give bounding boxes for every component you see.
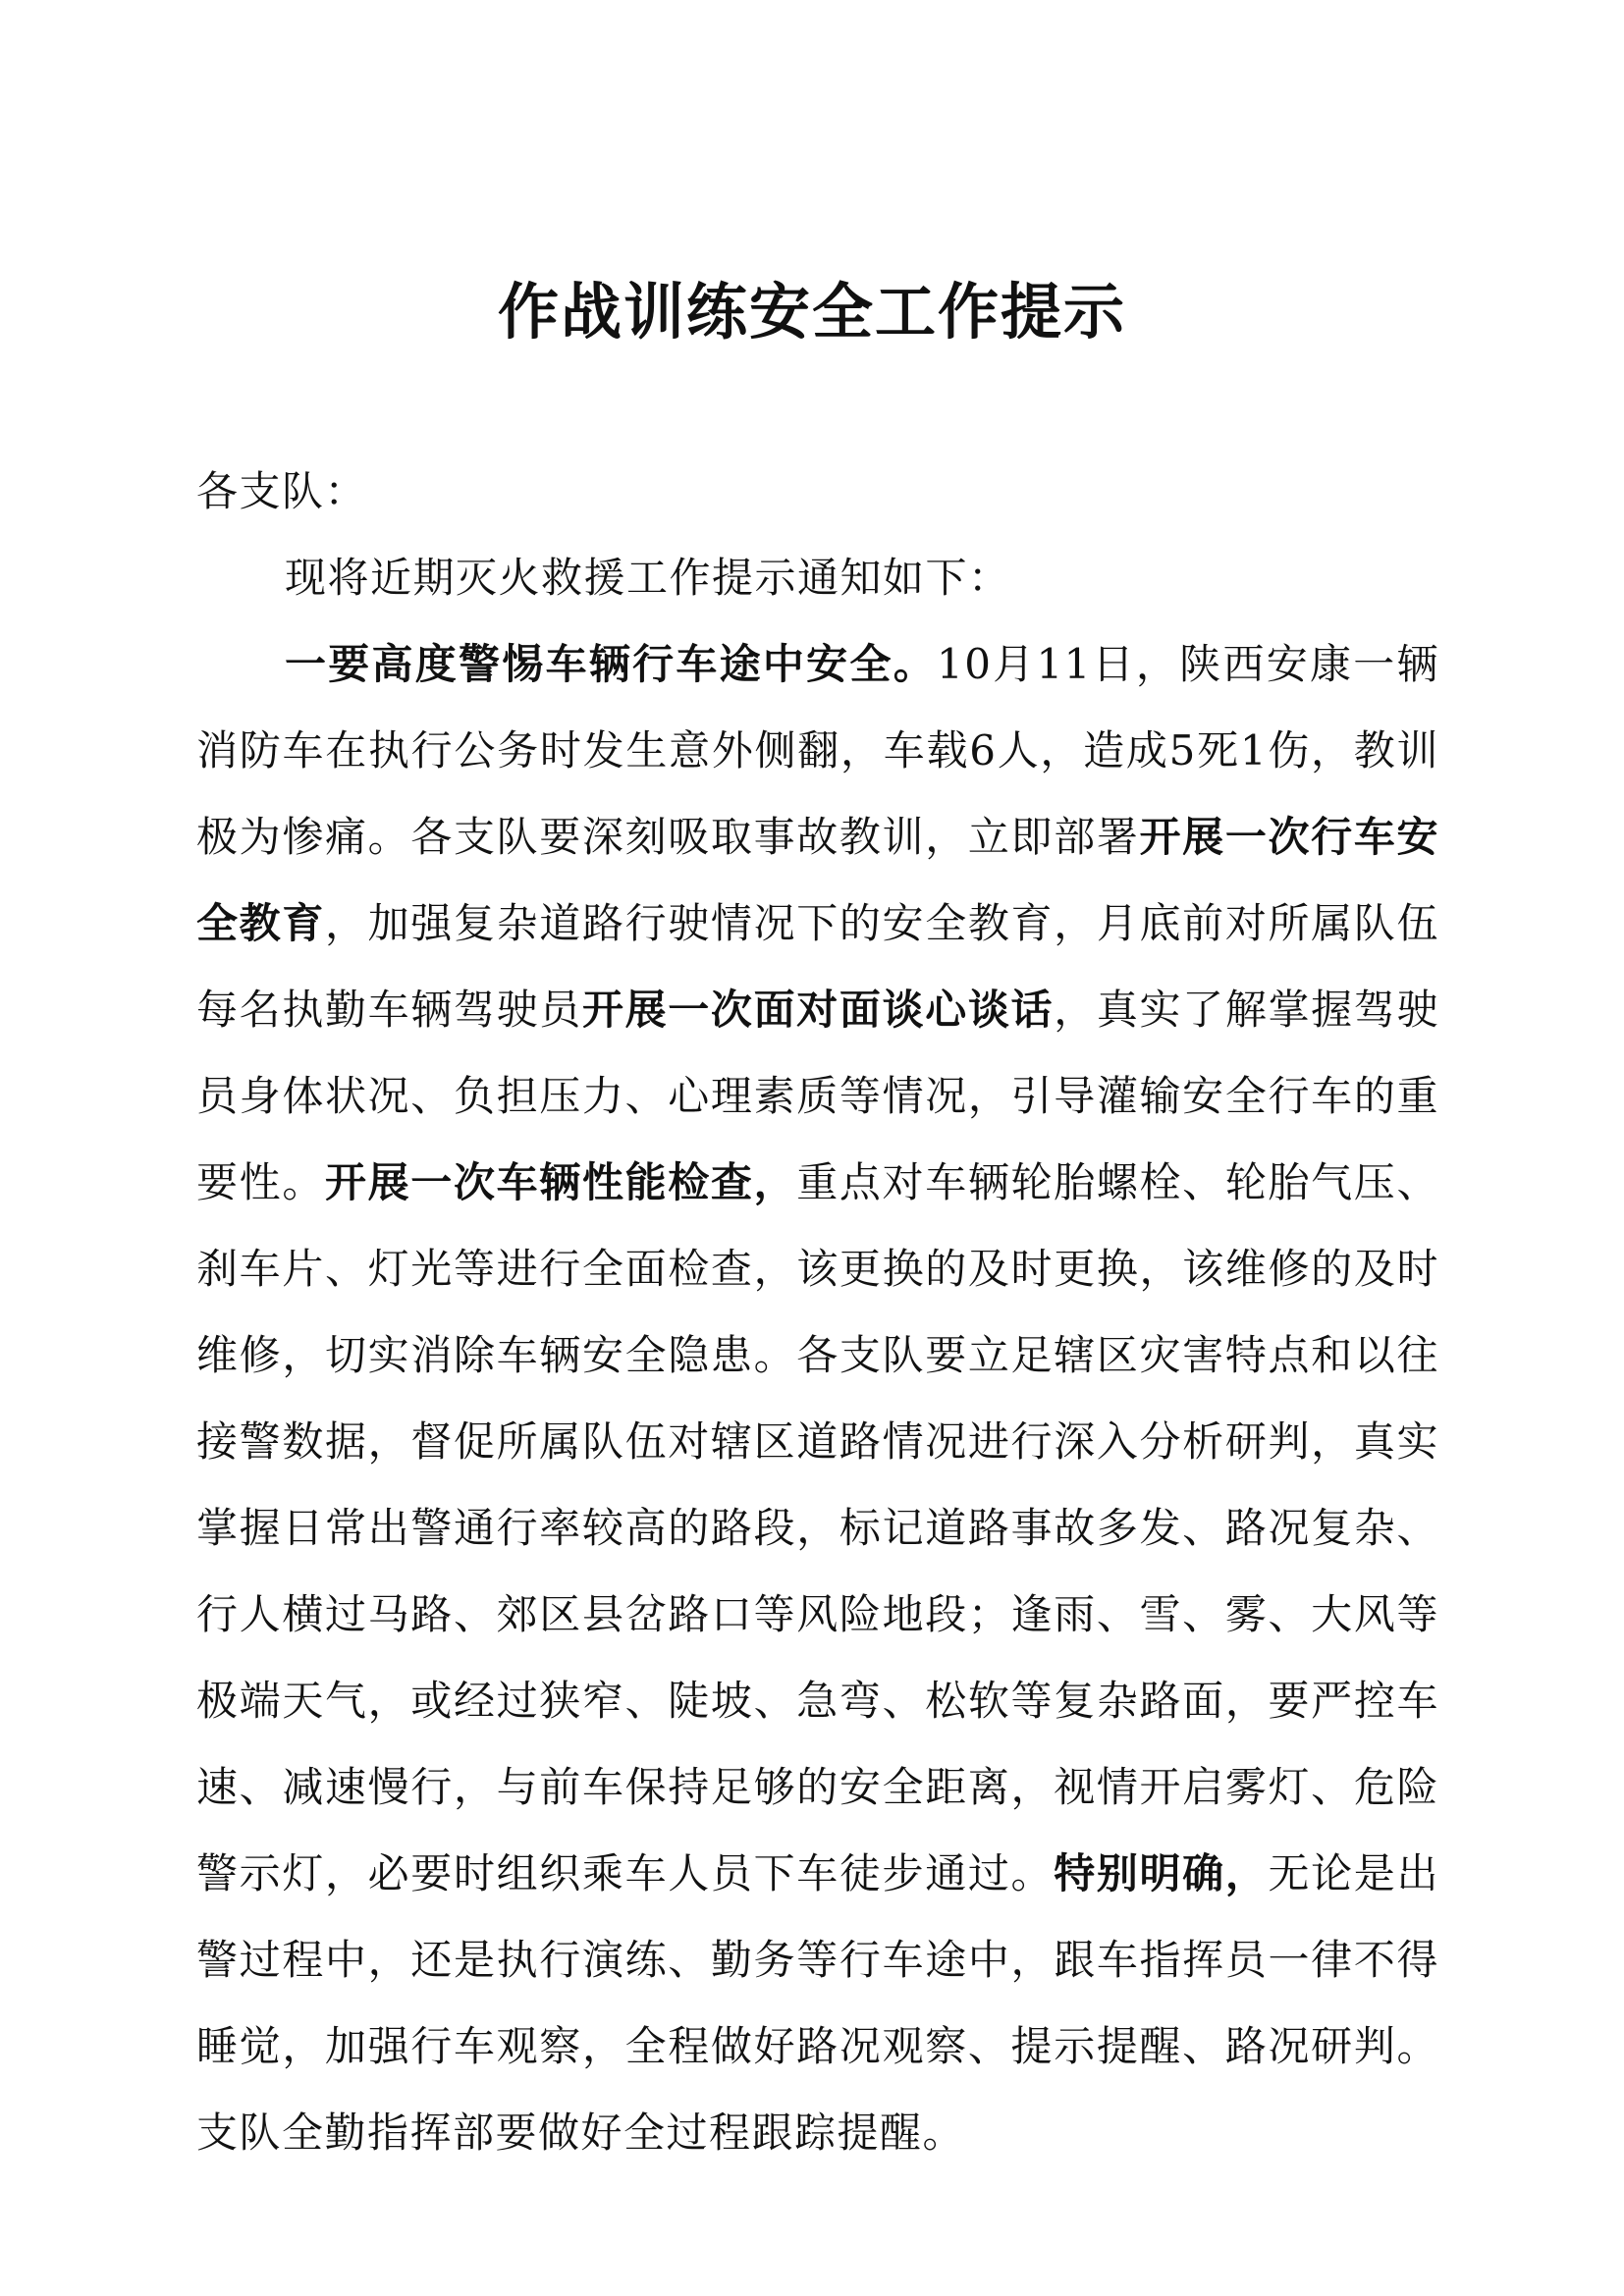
section-1-paragraph: [196, 621, 1439, 2176]
section-1-text-e: ，真实了解掌握驾驶员身体状况、负担压力、心理素质等情况，引导灌输安全行车的重要性。: [196, 986, 1439, 1206]
salutation: 各支队：: [196, 467, 368, 515]
section-1-text-g: 重点对车辆轮胎螺栓、轮胎气压、刹车片、灯光等进行全面检查，该更换的及时更换，该维修的及时维修，切实消除车辆安全隐患。各支队要立足辖区灾害特点和以往接警数据，督促所属队伍对辖区道路情况进行深入分析研判，真实掌握日常出警通行率较高的路段，标记道路事故多发、路况复杂、行人横过马路、郊区县岔路口等风险地段；逢雨、雪、雾、大风等极端天气，或经过狭窄、陡坡、急弯、松软等复杂路面，要严控车速、减速慢行，与前车保持足够的安全距离，视情开启雾灯、危险警示灯，必要时组织乘车人员下车徒步通过。: [196, 1158, 1439, 1897]
section-1-emphasis-b: 开展一次行车安全教育: [196, 813, 1439, 947]
section-1-text-a: 10月11日，陕西安康一辆消防车在执行公务时发生意外侧翻，车载6人，造成5死1伤，教训极为惨痛。各支队要深刻吸取事故教训，立即部署: [196, 640, 1439, 861]
section-1-emphasis-f: 开展一次车辆性能检查，: [324, 1158, 797, 1206]
section-1-heading: 一要高度警惕车辆行车途中安全。: [285, 640, 937, 688]
section-1-text-c: ，加强复杂道路行驶情况下的安全教育，月底前对所属队伍每名执勤车辆驾驶员: [196, 899, 1439, 1034]
intro-paragraph: 现将近期灭火救援工作提示通知如下：: [285, 554, 1011, 602]
section-1-emphasis-d: 开展一次面对面谈心谈话: [581, 986, 1055, 1034]
document-body: [196, 449, 1439, 2176]
section-1-text-i: 无论是出警过程中，还是执行演练、勤务等行车途中，跟车指挥员一律不得睡觉，加强行车观察，全程做好路况观察、提示提醒、路况研判。支队全勤指挥部要做好全过程跟踪提醒。: [196, 1849, 1439, 2157]
document-title: 作战训练安全工作提示: [497, 276, 1126, 347]
section-1-emphasis-h: 特别明确，: [1054, 1849, 1269, 1897]
